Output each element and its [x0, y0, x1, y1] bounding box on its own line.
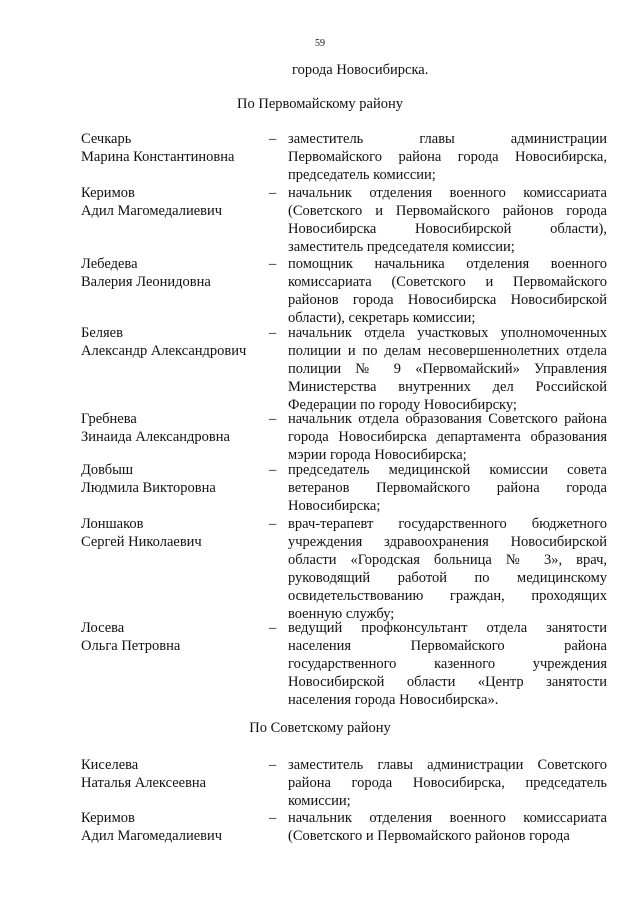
member-given-names: Зинаида Александровна [81, 429, 230, 445]
role-line: Новосибирска Новосибирской области), [288, 221, 607, 237]
role-line: учреждения здравоохранения Новосибирской [288, 534, 607, 550]
role-line: заместитель главы администрации [288, 131, 607, 147]
member-name [81, 184, 261, 220]
member-surname: Киселева [81, 757, 139, 773]
role-dash: – [269, 516, 277, 532]
role-line: заместитель главы администрации Советского [288, 757, 607, 773]
member-given-names: Сергей Николаевич [81, 534, 202, 550]
member-role [288, 410, 607, 464]
role-line: начальник отделения военного комиссариата [288, 185, 607, 201]
role-line: начальник отдела образования Советского района [288, 411, 607, 427]
role-line: председатель медицинской комиссии совета [288, 462, 607, 478]
role-line: врач-терапевт государственного бюджетного [288, 516, 607, 532]
intro-line: города Новосибирска. [292, 62, 429, 78]
member-given-names: Ольга Петровна [81, 638, 181, 654]
role-dash: – [269, 131, 277, 147]
page-number: 59 [315, 38, 325, 49]
member-surname: Беляев [81, 325, 123, 341]
role-line: Новосибирской области «Центр занятости [288, 674, 607, 690]
member-surname: Лебедева [81, 256, 138, 272]
role-line: комиссариата (Советского и Первомайского [288, 274, 607, 290]
role-line: Новосибирска; [288, 498, 381, 514]
role-line: населения Первомайского района [288, 638, 607, 654]
section-heading: По Советскому району [249, 720, 391, 736]
member-role [288, 515, 607, 623]
member-surname: Гребнева [81, 411, 137, 427]
member-surname: Лоншаков [81, 516, 144, 532]
member-surname: Керимов [81, 810, 135, 826]
role-line: ведущий профконсультант отдела занятости [288, 620, 607, 636]
role-line: государственного казенного учреждения [288, 656, 607, 672]
member-role [288, 324, 607, 414]
role-line: (Советского и Первомайского районов города [288, 203, 607, 219]
member-name [81, 324, 261, 360]
role-line: Министерства внутренних дел Российской [288, 379, 607, 395]
role-dash: – [269, 757, 277, 773]
member-name [81, 410, 261, 446]
role-line: военную службу; [288, 606, 395, 622]
role-dash: – [269, 462, 277, 478]
role-line: руководящий работой по медицинскому [288, 570, 607, 586]
member-name [81, 809, 261, 845]
role-line: Первомайского района города Новосибирска, [288, 149, 607, 165]
role-line: комиссии; [288, 793, 351, 809]
role-line: полиции № 9 «Первомайский» Управления [288, 361, 607, 377]
role-line: начальник отделения военного комиссариата [288, 810, 607, 826]
role-line: мэрии города Новосибирска; [288, 447, 467, 463]
member-role [288, 809, 607, 845]
member-role [288, 255, 607, 327]
role-line: населения города Новосибирска». [288, 692, 499, 708]
member-given-names: Валерия Леонидовна [81, 274, 211, 290]
role-line: освидетельствованию граждан, проходящих [288, 588, 607, 604]
member-role [288, 619, 607, 709]
member-name [81, 515, 261, 551]
role-line: районов города Новосибирска Новосибирской [288, 292, 607, 308]
member-given-names: Александр Александрович [81, 343, 247, 359]
member-given-names: Наталья Алексеевна [81, 775, 207, 791]
role-line: заместитель председателя комиссии; [288, 239, 515, 255]
member-name [81, 461, 261, 497]
role-line: начальник отдела участковых уполномоченных [288, 325, 607, 341]
role-dash: – [269, 256, 277, 272]
role-line: председатель комиссии; [288, 167, 436, 183]
role-line: помощник начальника отделения военного [288, 256, 607, 272]
member-role [288, 461, 607, 515]
member-role [288, 130, 607, 184]
section-heading: По Первомайскому району [237, 96, 403, 112]
member-name [81, 756, 261, 792]
member-given-names: Людмила Викторовна [81, 480, 216, 496]
role-line: Федерации по городу Новосибирску; [288, 397, 517, 413]
member-role [288, 756, 607, 810]
member-given-names: Адил Магомедалиевич [81, 828, 223, 844]
member-name [81, 130, 261, 166]
member-given-names: Адил Магомедалиевич [81, 203, 223, 219]
member-surname: Керимов [81, 185, 135, 201]
role-line: города Новосибирска департамента образования [288, 429, 607, 445]
role-line: области), секретарь комиссии; [288, 310, 476, 326]
role-dash: – [269, 620, 277, 636]
role-line: (Советского и Первомайского районов города [288, 828, 570, 844]
member-role [288, 184, 607, 256]
role-dash: – [269, 185, 277, 201]
member-given-names: Марина Константиновна [81, 149, 235, 165]
member-surname: Сечкарь [81, 131, 132, 147]
role-line: полиции и по делам несовершеннолетних отдела [288, 343, 607, 359]
role-dash: – [269, 325, 277, 341]
role-dash: – [269, 411, 277, 427]
role-dash: – [269, 810, 277, 826]
member-surname: Лосева [81, 620, 125, 636]
role-line: ветеранов Первомайского района города [288, 480, 607, 496]
role-line: района города Новосибирска, председатель [288, 775, 607, 791]
member-name [81, 255, 261, 291]
role-line: области «Городская больница № 3», врач, [288, 552, 607, 568]
member-surname: Довбыш [81, 462, 134, 478]
member-name [81, 619, 261, 655]
